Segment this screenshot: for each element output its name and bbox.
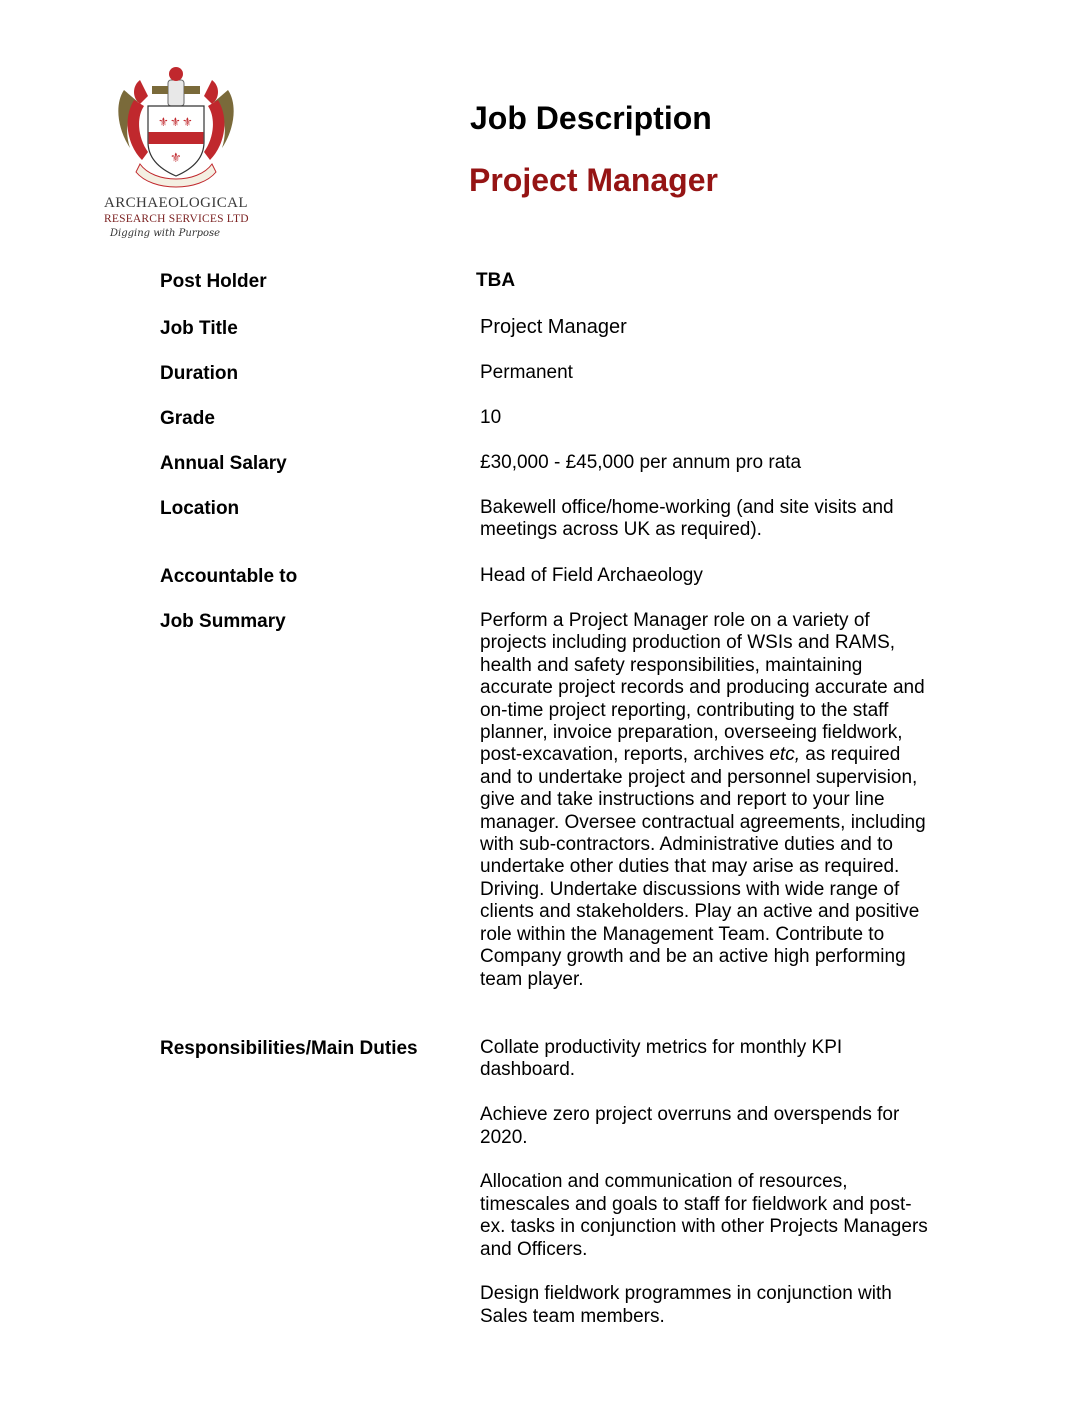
company-name (104, 195, 254, 227)
grade-label: Grade (160, 408, 215, 429)
grade-row (160, 407, 940, 452)
job-summary-part2: as required and to undertake project and personnel supervision, give and take instructions and report to your line manager. Oversee contractual agreements, including with sub-contractors. Administrative duties and to undertake other duties that may arise as required. Driving. Undertake discussions with wide range of clients and stakeholders. Play an active and positive role within the Management Team. Contribute to Company growth and be an active high performing team player. (480, 744, 926, 990)
accountable-row (160, 565, 940, 610)
duty-item: Collate productivity metrics for monthly KPI dashboard. (480, 1037, 843, 1081)
post-holder-row (160, 270, 940, 317)
post-holder-value: TBA (476, 270, 516, 291)
job-summary-part1: Perform a Project Manager role on a variety of projects including production of WSIs and RAMS, health and safety responsibilities, maintaining accurate project records and producing accurate and on-time project reporting, contributing to the staff planner, invoice preparation, overseeing fieldwork, post-excavation, reports, archives (480, 610, 925, 766)
duty-item: Allocation and communication of resources, timescales and goals to staff for fieldwork and post-ex. tasks in conjunction with other Projects Managers and Officers. (480, 1171, 928, 1260)
salary-row (160, 452, 940, 497)
responsibilities-label: Responsibilities/Main Duties (160, 1038, 418, 1059)
job-title-label: Job Title (160, 318, 238, 339)
svg-text:⚜: ⚜ (158, 115, 169, 129)
duty-item: Achieve zero project overruns and overspends for 2020. (480, 1104, 900, 1148)
post-holder-label: Post Holder (160, 271, 267, 292)
job-summary-label: Job Summary (160, 611, 286, 632)
duration-row (160, 362, 940, 407)
job-summary-text (480, 610, 930, 991)
duration-label: Duration (160, 363, 239, 384)
job-summary-row (160, 610, 940, 1037)
location-row (160, 497, 940, 565)
svg-text:⚜: ⚜ (170, 115, 181, 129)
document-subtitle: Project Manager (469, 162, 718, 198)
responsibilities-row (160, 1037, 940, 1351)
job-details (160, 270, 940, 1351)
company-tagline: Digging with Purpose (110, 228, 221, 239)
company-name-line2: RESEARCH SERVICES LTD (104, 213, 249, 225)
company-name-line1: ARCHAEOLOGICAL (104, 195, 248, 211)
job-title-value: Project Manager (480, 316, 627, 338)
coat-of-arms-icon (114, 60, 238, 192)
duration-value: Permanent (480, 362, 573, 383)
grade-value: 10 (480, 407, 502, 428)
document-title: Job Description (470, 100, 712, 136)
location-value: Bakewell office/home-working (and site visits and meetings across UK as required). (480, 497, 894, 541)
accountable-value: Head of Field Archaeology (480, 565, 703, 586)
job-title-row (160, 317, 940, 362)
svg-text:⚜: ⚜ (170, 151, 182, 166)
svg-text:⚜: ⚜ (182, 115, 193, 129)
salary-value: £30,000 - £45,000 per annum pro rata (480, 452, 802, 473)
company-logo (96, 60, 256, 245)
accountable-label: Accountable to (160, 566, 298, 587)
salary-label: Annual Salary (160, 453, 287, 474)
duty-item: Design fieldwork programmes in conjunction with Sales team members. (480, 1283, 892, 1327)
responsibilities-list (480, 1037, 930, 1351)
job-summary-italic: etc, (769, 744, 800, 766)
location-label: Location (160, 498, 240, 519)
